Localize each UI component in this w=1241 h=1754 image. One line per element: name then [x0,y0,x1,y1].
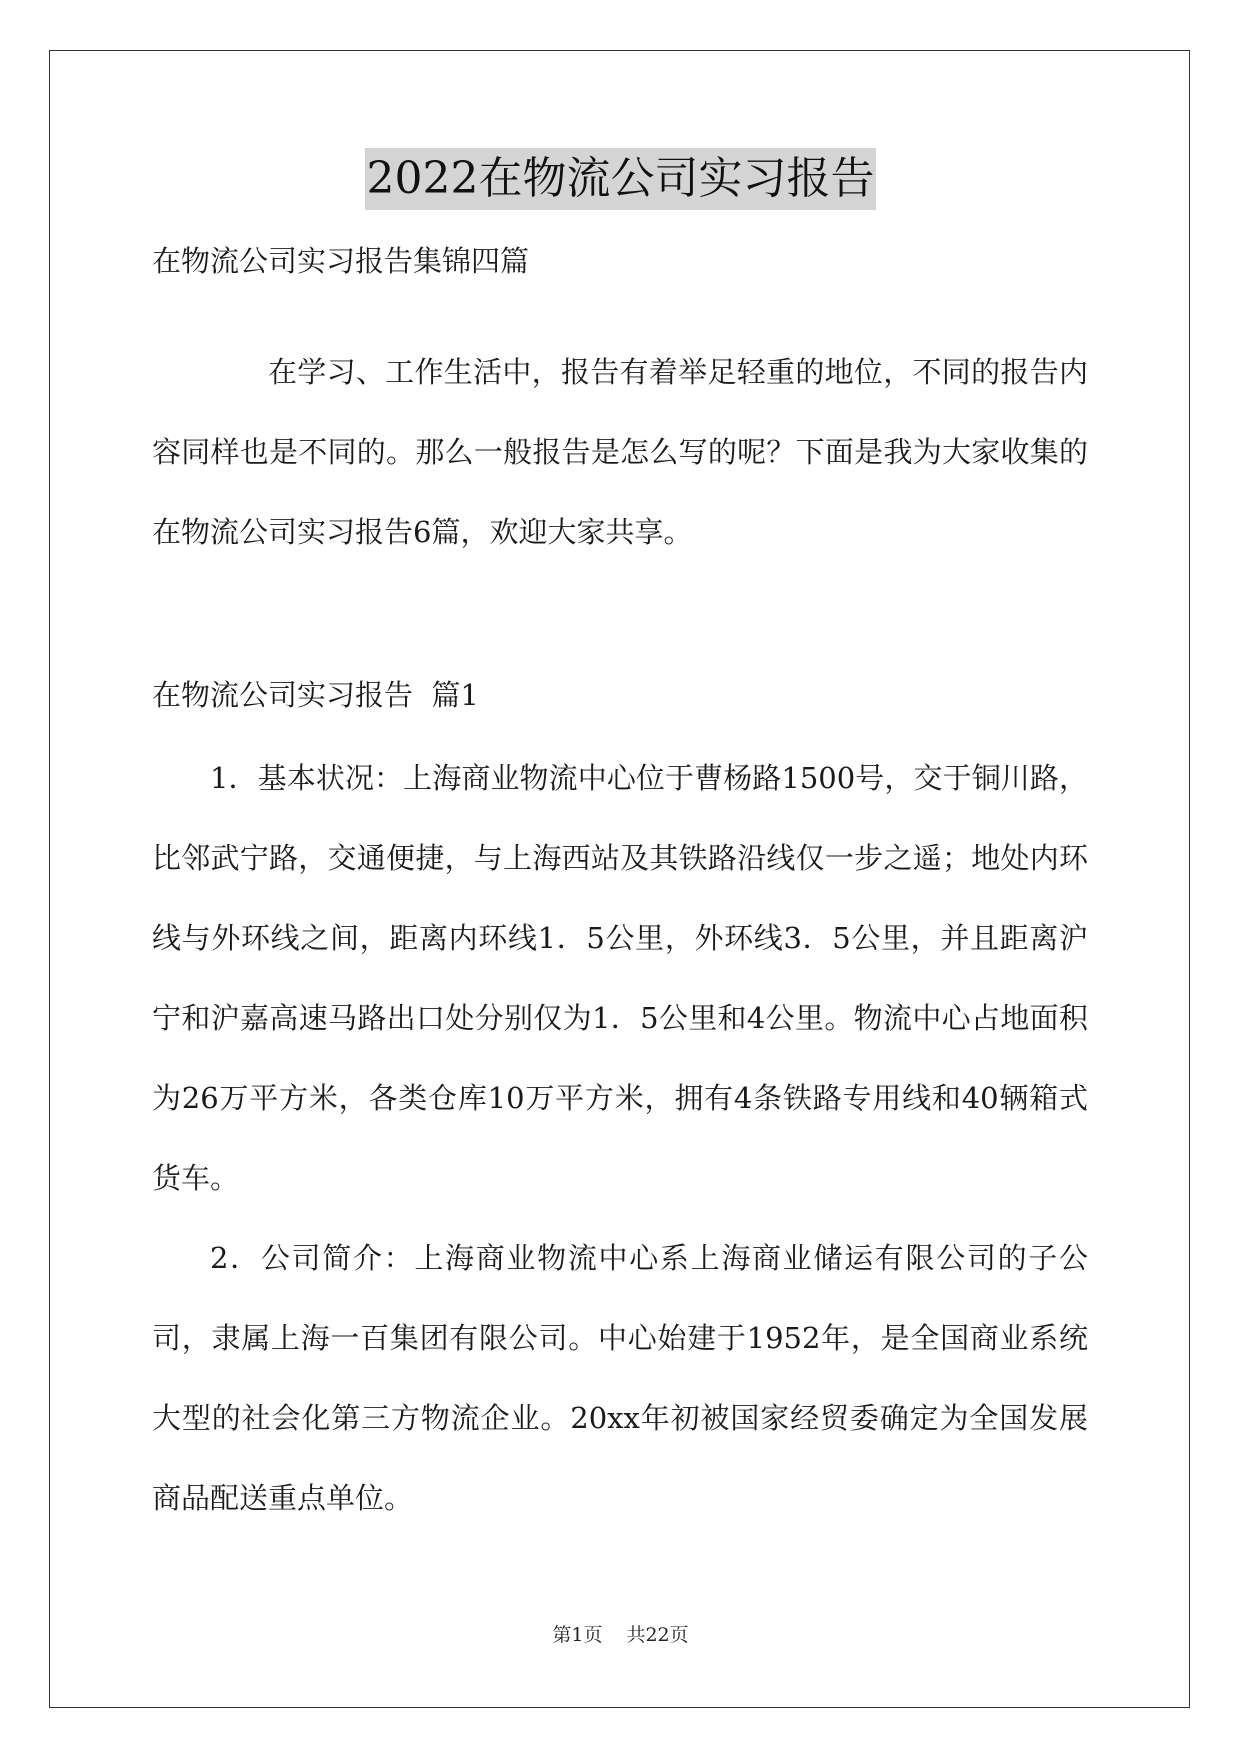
section-body [152,738,1088,1538]
title-container [0,148,1241,210]
page-number: 第1页 [552,1624,603,1646]
page-footer [0,1622,1241,1648]
body-paragraph-1: 1．基本状况：上海商业物流中心位于曹杨路1500号，交于铜川路，比邻武宁路，交通便捷，与上海西站及其铁路沿线仅一步之遥；地处内环线与外环线之间，距离内环线1．5公里，外环线3．5公里，并且距离沪宁和沪嘉高速马路出口处分别仅为1．5公里和4公里。物流中心占地面积为26万平方米，各类仓库10万平方米，拥有4条铁路专用线和40辆箱式货车。 [152,761,1088,1195]
document-title: 2022在物流公司实习报告 [365,148,877,210]
intro-paragraph: 在学习、工作生活中，报告有着举足轻重的地位，不同的报告内容同样也是不同的。那么一般报告是怎么写的呢？下面是我为大家收集的在物流公司实习报告6篇，欢迎大家共享。 [152,355,1088,549]
page-total: 共22页 [626,1624,689,1646]
section-heading: 在物流公司实习报告 篇1 [152,678,479,712]
body-paragraph-2: 2．公司简介：上海商业物流中心系上海商业储运有限公司的子公司，隶属上海一百集团有限公司。中心始建于1952年，是全国商业系统大型的社会化第三方物流企业。20xx年初被国家经贸委确定为全国发展商品配送重点单位。 [152,1241,1088,1515]
intro-section [152,332,1088,572]
document-subtitle: 在物流公司实习报告集锦四篇 [152,244,530,278]
